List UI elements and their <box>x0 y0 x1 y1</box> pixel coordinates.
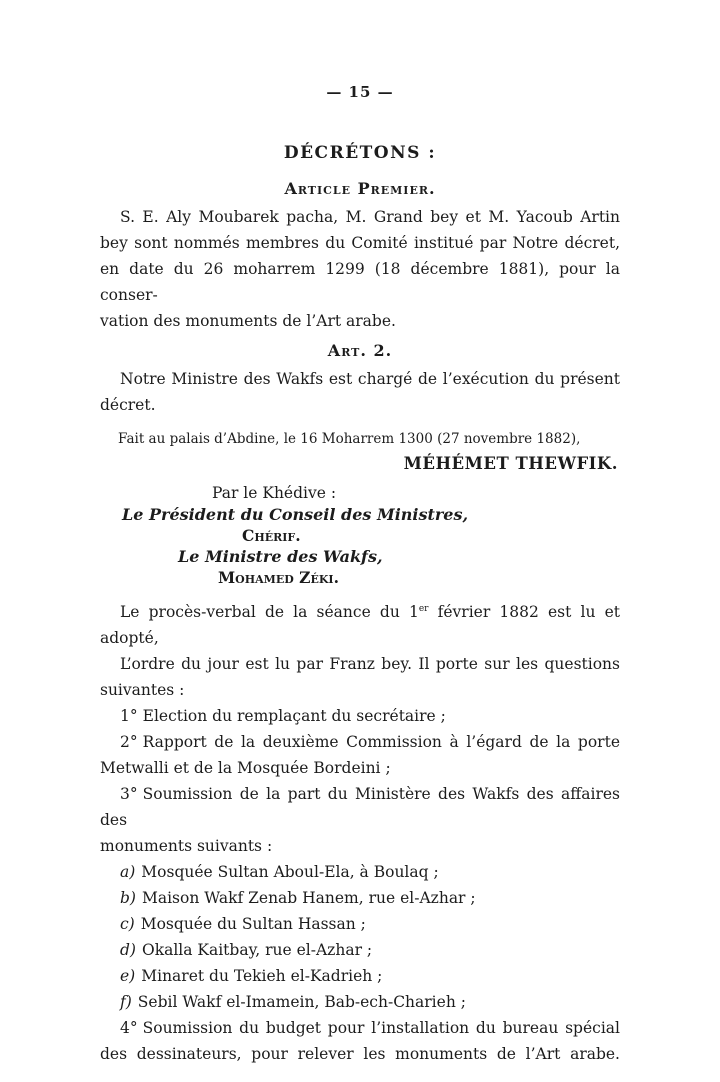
countersignature-block <box>100 483 620 588</box>
article2-line: décret. <box>100 396 156 414</box>
monument-item-e <box>100 963 620 989</box>
article2-paragraph <box>100 366 620 418</box>
text-block <box>100 84 620 1067</box>
monument-marker: f) <box>120 993 132 1011</box>
monument-marker: b) <box>120 889 136 907</box>
agenda-item-3-continuation: monuments suivants : <box>100 837 273 855</box>
agenda-item-4 <box>100 1015 620 1041</box>
monument-text: Minaret du Tekieh el-Kadrieh ; <box>141 967 383 985</box>
countersign-intro: Par le Khédive : <box>212 484 337 502</box>
monument-text: Okalla Kaitbay, rue el-Azhar ; <box>141 941 373 959</box>
article2-line: Notre Ministre des Wakfs est chargé de l’exécution du présent <box>120 370 620 388</box>
article1-paragraph <box>100 204 620 334</box>
minister-title: Le Ministre des Wakfs, <box>178 547 383 566</box>
monument-marker: a) <box>120 863 136 881</box>
page-number: — 15 — <box>326 83 394 101</box>
monument-item-a <box>100 859 620 885</box>
article1-line: S. E. Aly Moubarek pacha, M. Grand bey et M. Yacoub Artin <box>120 208 620 226</box>
article1-line: en date du 26 moharrem 1299 (18 décembre 1881), pour la conser- <box>100 260 620 304</box>
article1-line: vation des monuments de l’Art arabe. <box>100 312 396 330</box>
agenda-marker: 4° <box>120 1019 138 1037</box>
article2-heading: Art. 2. <box>327 341 393 360</box>
minutes-line: L’ordre du jour est lu par Franz bey. Il porte sur les questions <box>120 655 620 673</box>
article1-heading: Article Premier. <box>284 179 436 198</box>
agenda-item-4-continuation: des dessinateurs, pour relever les monuments de l’Art arabe. <box>100 1045 620 1063</box>
minutes-section <box>100 599 620 1067</box>
agenda-marker: 2° <box>120 733 138 751</box>
agenda-item-1 <box>100 703 620 729</box>
monument-item-f <box>100 989 620 1015</box>
agenda-text: Election du remplaçant du secrétaire ; <box>142 707 446 725</box>
minutes-line <box>100 599 620 651</box>
monument-item-c <box>100 911 620 937</box>
monument-item-b <box>100 885 620 911</box>
khedive-signature: MÉHÉMET THEWFIK. <box>403 454 618 473</box>
monument-text: Sebil Wakf el-Imamein, Bab-ech-Charieh ; <box>137 993 466 1011</box>
ordinal-superscript: er <box>418 603 429 614</box>
president-name: Chérif. <box>242 526 301 545</box>
monument-text: Mosquée Sultan Aboul-Ela, à Boulaq ; <box>141 863 439 881</box>
agenda-marker: 1° <box>120 707 138 725</box>
agenda-text: Soumission du budget pour l’installation du bureau spécial <box>142 1019 620 1037</box>
monument-marker: d) <box>120 941 136 959</box>
article1-line: bey sont nommés membres du Comité institué par Notre décret, <box>100 234 620 252</box>
agenda-item-2 <box>100 729 620 755</box>
minister-name: Mohamed Zéki. <box>218 568 339 587</box>
monument-marker: c) <box>120 915 135 933</box>
minutes-line: suivantes : <box>100 681 185 699</box>
decree-dateline: Fait au palais d’Abdine, le 16 Moharrem 1300 (27 novembre 1882), <box>118 431 581 447</box>
monument-text: Maison Wakf Zenab Hanem, rue el-Azhar ; <box>141 889 476 907</box>
president-title: Le Président du Conseil des Ministres, <box>122 505 469 524</box>
minutes-text: Le procès-verbal de la séance du 1 <box>120 603 419 621</box>
agenda-item-2-continuation: Metwalli et de la Mosquée Bordeini ; <box>100 759 391 777</box>
monument-text: Mosquée du Sultan Hassan ; <box>140 915 366 933</box>
monument-item-d <box>100 937 620 963</box>
minutes-text: février 1882 est lu et adopté, <box>100 603 620 647</box>
decree-heading: DÉCRÉTONS : <box>283 143 437 163</box>
monument-marker: e) <box>120 967 136 985</box>
agenda-text: Soumission de la part du Ministère des Wakfs des affaires des <box>100 785 620 829</box>
agenda-text: Rapport de la deuxième Commission à l’égard de la porte <box>142 733 620 751</box>
agenda-marker: 3° <box>120 785 138 803</box>
agenda-item-3 <box>100 781 620 833</box>
